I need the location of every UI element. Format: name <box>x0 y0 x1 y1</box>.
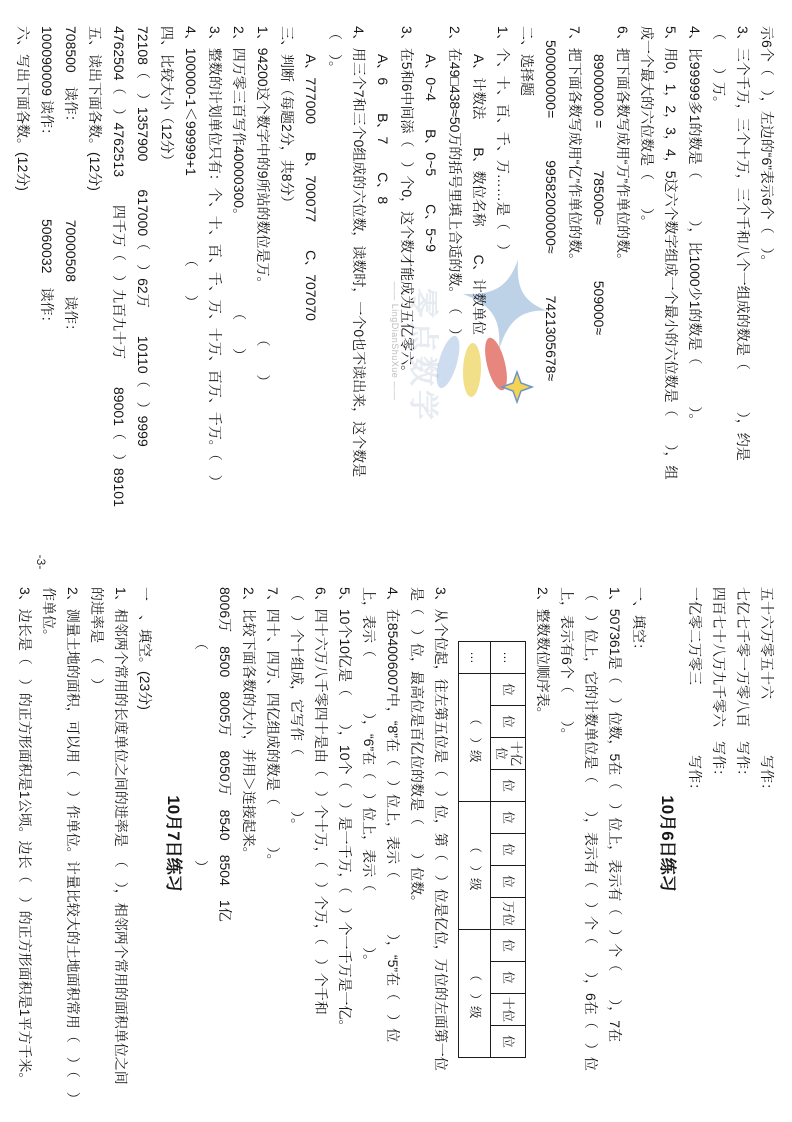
text-line: 是（ ）位，最高位是百亿位的数是（ ）位数。 <box>409 587 425 909</box>
text-line: A、0~4 B、0~5 C、5~9 <box>423 26 439 253</box>
text-line: 7、四十、四万、四亿组成的数是（ ）。 <box>265 587 281 868</box>
section-header: 六、写出下面各数。(12分) <box>15 26 31 191</box>
logo-watermark-text: 零点数学 <box>406 288 439 424</box>
table-cell: 位 <box>491 706 526 738</box>
table-cell: 位 <box>491 834 526 866</box>
text-line: 的进率是 （ ） <box>89 587 105 692</box>
section-header: 四、比较大小（12分） <box>159 26 175 168</box>
text-line: （ ）个十组成，它写作（ ）。 <box>289 587 305 832</box>
section-header: 五、读出下面各数。(12分) <box>87 26 103 191</box>
text-line: 3、从个位起，往左第五位是（ ）位，第（ ）位是亿位，万位的左面第一位 <box>433 587 449 1071</box>
worksheet-title-oct7: 10月7日练习 <box>164 795 183 892</box>
text-line: 五十六万零五十六 写作： <box>759 587 775 797</box>
text-line: 上，表示有6个（ ）。 <box>559 587 575 742</box>
text-line: 2、测量土地的面积，可以用（ ）作单位。计量比较大的土地面积常用（ ）（ ） <box>65 587 81 1106</box>
text-line: 四百七十八万九千零六 写作： <box>711 587 727 783</box>
level-row <box>459 642 491 1058</box>
text-line: 示6个（ ），左边的“6”表示6个（ ）。 <box>759 26 775 269</box>
table-cell: （ ）级 <box>459 930 491 1058</box>
table-cell: 位 <box>491 962 526 994</box>
table-cell: 位 <box>491 674 526 706</box>
text-line: 3、在5和6中间添（ ）个0，这个数才能成为五亿零六。 <box>399 26 415 380</box>
text-line: 72108（ ）1357900 617000（ ）62万 10110（ ）9999 <box>135 26 151 447</box>
worksheet-title-oct6: 10月6日练习 <box>658 795 677 892</box>
text-line: 8006万 8500 8005万 8050万 8540 8504 1亿 <box>217 587 233 922</box>
text-line: 1、507361是（ ）位数，5在（ ）位上，表示有（ ）个（ ），7在 <box>607 587 623 1043</box>
text-line: 4762504（ ）4762513 四千万（ ）九百九十万 89001（ ）89101 <box>111 26 127 507</box>
text-line: 七亿七千零一万零八百 写作： <box>735 587 751 783</box>
text-line: 708500 读作： 70000508 读作： <box>63 26 79 339</box>
text-line: A、6 B、7 C、8 <box>375 26 391 205</box>
text-line: A、计数法 B、数位名称 C、计数单位 <box>471 26 487 335</box>
text-line: 4、用三个7和三个0组成的六位数，读数时，一个0也不读出来，这个数是 <box>351 26 367 478</box>
text-line: 4、100000-1＜99999+1 （ ） <box>183 26 199 309</box>
text-line: 1、个、十、百、千、万……是（ ） <box>495 26 511 258</box>
brand-watermark: —— LingDianShuXue —— <box>390 281 400 401</box>
text-line: A、777000 B、700077 C、707070 <box>303 26 319 321</box>
table-cell: 位 <box>491 930 526 962</box>
text-line: 6、把下面各数写成用“万”作单位的数。 <box>615 26 631 268</box>
text-line: 3、边长是（ ）的正方形面积是1公顷。边长（ ）的正方形面积是1平方千米。 <box>17 587 33 1087</box>
table-cell: 位 <box>491 802 526 834</box>
table-cell: 位 <box>491 1026 526 1058</box>
place-value-table <box>458 641 526 1058</box>
text-line: 2、比较下面各数的大小，并用＞连接起来。 <box>241 587 257 861</box>
text-line: 2、在49□438≈50万的括号里填上合适的数。 （ ） <box>447 26 463 343</box>
table-cell: （ ）级 <box>459 802 491 930</box>
text-line: 3、整数的计划单位只有：个、十、百、千、万、十万、百万、千万。（ ） <box>207 26 223 489</box>
text-line: 作单位。 <box>41 587 57 643</box>
text-line: 7、把下面各数写成用“亿”作单位的数。 <box>567 26 583 268</box>
table-cell: 位 <box>491 866 526 898</box>
table-cell: 位 <box>491 770 526 802</box>
text-line: 6、四十六万八千零四十是由（ ）个十万，（ ）个万，（ ）个千和 <box>313 587 329 1015</box>
section-header: 二、选择题 <box>519 26 535 96</box>
text-line: 2、整数数位顺序表。 <box>535 587 551 721</box>
text-line: （ ）。 <box>327 26 343 75</box>
table-cell: （ ）级 <box>459 674 491 802</box>
section-header: 一 、填空。(23分) <box>137 587 153 710</box>
text-line: 5、用0，1，2，3，4，5这六个数字组成一个最小的六位数是（ ），组 <box>663 26 679 480</box>
text-line: 1、相邻两个常用的长度单位之间的进率是 （ ），相邻两个常用的面积单位之间 <box>113 587 129 1085</box>
text-line: 2、四万零三百写作40000300。 （ ） <box>231 26 247 363</box>
text-line: 89000000 = 785000≈ 509000≈ <box>591 26 607 336</box>
text-line: 上，表示（ ），“6”在（ ）位上，表示（ ）。 <box>361 587 377 969</box>
text-line: 3、三个千万，三个十万，三个千和八个一组成的数是（ ），约是 <box>735 26 751 461</box>
page-oct6-7 <box>0 561 792 1122</box>
page-number: -3- <box>34 554 48 570</box>
section-header: 一、填空： <box>631 587 647 657</box>
text-line: 100090009 读作： 5060032 读作： <box>39 26 55 330</box>
table-cell: 十亿位 <box>491 738 526 770</box>
text-line: 1、94200这个数字中的9所站的数位是万。 （ ） <box>255 26 271 389</box>
text-line: 500000000= 99582000000≈ 7421305678≈ <box>543 26 559 382</box>
text-line: 成一个最大的六位数是（ ）。 <box>639 26 655 229</box>
section-header: 三、判断（每题2分，共8分） <box>279 26 295 210</box>
text-line: 4、比99999多1的数是（ ），比1000少1的数是（ ）。 <box>687 26 703 428</box>
text-line: （ ）万。 <box>711 26 727 110</box>
text-line: （ ） <box>193 587 209 874</box>
text-line: 一亿零二万零三 写作： <box>687 587 703 797</box>
table-cell: 十位 <box>491 994 526 1026</box>
text-line: 5、10个10亿是（ ），10个（ ）是一千万，（ ）个一千万是一亿。 <box>337 587 353 1034</box>
table-cell: … <box>459 642 491 674</box>
table-cell: 万位 <box>491 898 526 930</box>
digit-row <box>491 642 526 1058</box>
table-cell: … <box>491 642 526 674</box>
text-line: （ ）位上，它的计数单位是（ ），表示有（ ）个（ ），6在（ ）位 <box>583 587 599 1071</box>
text-line: 4、在854006007中，“8”在（ ）位上，表示（ ），“5”在（ ）位 <box>385 587 401 1043</box>
